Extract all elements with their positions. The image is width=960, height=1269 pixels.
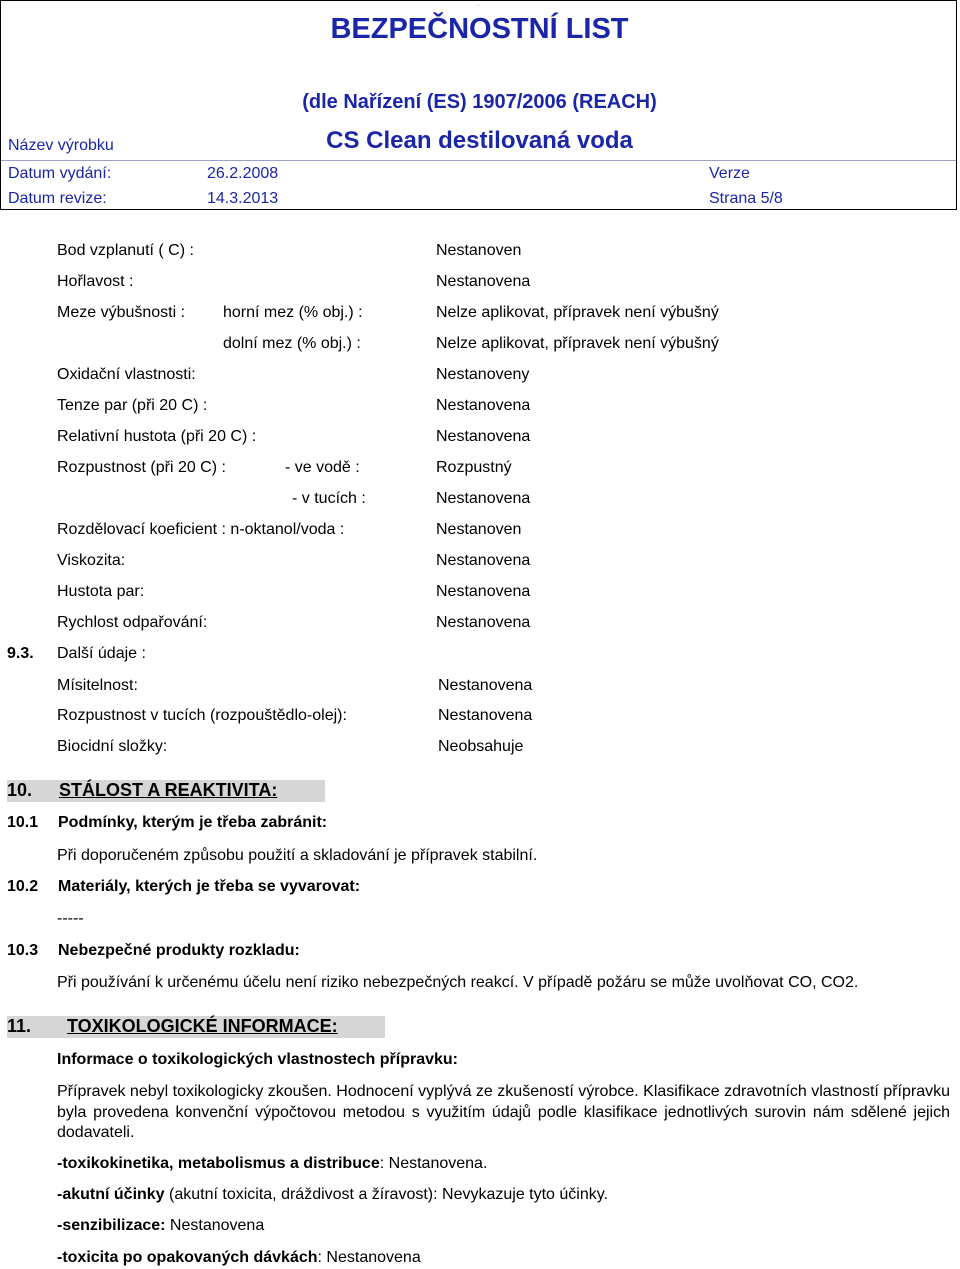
property-sublabel: horní mez (% obj.) :: [223, 304, 363, 321]
section-heading: [7, 780, 325, 802]
property-label: Tenze par (při 20 C) :: [57, 397, 208, 414]
document-title: BEZPEČNOSTNÍ LIST: [330, 13, 629, 45]
property-value: Neobsahuje: [438, 738, 524, 755]
subsection-number: 10.3: [7, 942, 39, 959]
subsection-title: Podmínky, kterým je třeba zabránit:: [58, 814, 328, 831]
property-value: Nelze aplikovat, přípravek není výbušný: [436, 304, 719, 321]
tox-item-akutni: [57, 1186, 608, 1204]
subsection-title: Materiály, kterých je třeba se vyvarovat:: [58, 878, 361, 895]
product-name: CS Clean destilovaná voda: [326, 127, 633, 154]
tox-item-toxikokinetika: [57, 1155, 487, 1173]
toxicology-paragraph: Přípravek nebyl toxikologicky zkoušen. Hodnocení vyplývá ze zkušeností výrobce. Klasifikace zdravotních vlastností přípravku byla provedena konvenční výpočtovou metodou s využitím údajů podle klasifikace jednotlivých surovin nám sdělené jejich dodavateli.: [57, 1083, 950, 1141]
property-label: Viskozita:: [57, 552, 126, 569]
tox-item-label: -akutní účinky: [57, 1186, 165, 1203]
tox-item-senzibilizace: [57, 1217, 264, 1235]
property-label: Oxidační vlastnosti:: [57, 366, 196, 383]
tox-item-value: Nestanovena: [165, 1217, 265, 1234]
section-title: STÁLOST A REAKTIVITA:: [59, 780, 278, 800]
subsection-number: 10.1: [7, 814, 39, 831]
header-mark: ··: [476, 2, 481, 9]
tox-item-label: -toxikokinetika, metabolismus a distribuce: [57, 1155, 380, 1172]
property-value: Nestanovena: [436, 614, 531, 631]
property-value: Nestanoveny: [436, 366, 530, 383]
property-value: Nestanovena: [436, 583, 531, 600]
property-label: Rozpustnost (při 20 C) :: [57, 459, 226, 476]
property-value: Nelze aplikovat, přípravek není výbušný: [436, 335, 719, 352]
subsection-number: 10.2: [7, 878, 39, 895]
property-label: Relativní hustota (při 20 C) :: [57, 428, 257, 445]
property-value: Nestanoven: [436, 242, 522, 259]
property-value: Nestanovena: [436, 273, 531, 290]
property-label: Hořlavost :: [57, 273, 134, 290]
section-number: 10.: [7, 780, 33, 800]
tox-item-label: -toxicita po opakovaných dávkách: [57, 1249, 318, 1266]
property-label: Bod vzplanutí ( C) :: [57, 242, 194, 259]
document-subtitle: (dle Nařízení (ES) 1907/2006 (REACH): [302, 91, 657, 113]
document-header: [0, 0, 957, 210]
subsection-title: Nebezpečné produkty rozkladu:: [58, 942, 300, 959]
subsection-title: Informace o toxikologických vlastnostech přípravku:: [57, 1051, 458, 1068]
subsection-text: Při doporučeném způsobu použití a skladování je přípravek stabilní.: [57, 847, 538, 864]
product-label: Název výrobku: [8, 137, 114, 154]
property-value: Nestanovena: [436, 428, 531, 445]
tox-item-value: : Nestanovena.: [379, 1155, 488, 1172]
subsection-text: Při používání k určenému účelu není riziko nebezpečných reakcí. V případě požáru se může uvolňovat CO, CO2.: [57, 974, 859, 991]
page-number: Strana 5/8: [709, 190, 783, 207]
property-label: Meze výbušnosti :: [57, 304, 186, 321]
property-sublabel: dolní mez (% obj.) :: [223, 335, 361, 352]
version-label: Verze: [709, 165, 750, 182]
section-number: 9.3.: [7, 645, 34, 662]
property-value: Nestanovena: [438, 677, 533, 694]
tox-item-value: : Nestanovena: [317, 1249, 421, 1266]
revision-date: 14.3.2013: [207, 190, 279, 207]
property-label: Biocidní složky:: [57, 738, 168, 755]
subsection-text: -----: [57, 910, 84, 927]
property-label: Rychlost odpařování:: [57, 614, 208, 631]
property-label: Hustota par:: [57, 583, 145, 600]
section-heading: [7, 1016, 385, 1038]
issue-label: Datum vydání:: [8, 165, 112, 182]
property-value: Nestanovena: [436, 397, 531, 414]
property-value: Nestanoven: [436, 521, 522, 538]
property-label: Rozdělovací koeficient : n-oktanol/voda :: [57, 521, 345, 538]
revision-label: Datum revize:: [8, 190, 107, 207]
property-label: Rozpustnost v tucích (rozpouštědlo-olej):: [57, 707, 347, 724]
tox-item-label: -senzibilizace:: [57, 1217, 166, 1234]
property-value: Nestanovena: [436, 490, 531, 507]
tox-item-opakovane: [57, 1249, 421, 1267]
issue-date: 26.2.2008: [207, 165, 279, 182]
property-sublabel: - ve vodě :: [285, 459, 360, 476]
property-value: Nestanovena: [438, 707, 533, 724]
property-sublabel: - v tucích :: [292, 490, 366, 507]
section-title: TOXIKOLOGICKÉ INFORMACE:: [67, 1016, 338, 1036]
property-label: Mísitelnost:: [57, 677, 138, 694]
section-title: Další údaje :: [57, 645, 146, 662]
tox-item-value: (akutní toxicita, dráždivost a žíravost): Nevykazuje tyto účinky.: [164, 1186, 609, 1203]
header-divider: [1, 160, 956, 161]
section-number: 11.: [7, 1016, 32, 1036]
property-value: Rozpustný: [436, 459, 512, 476]
property-value: Nestanovena: [436, 552, 531, 569]
